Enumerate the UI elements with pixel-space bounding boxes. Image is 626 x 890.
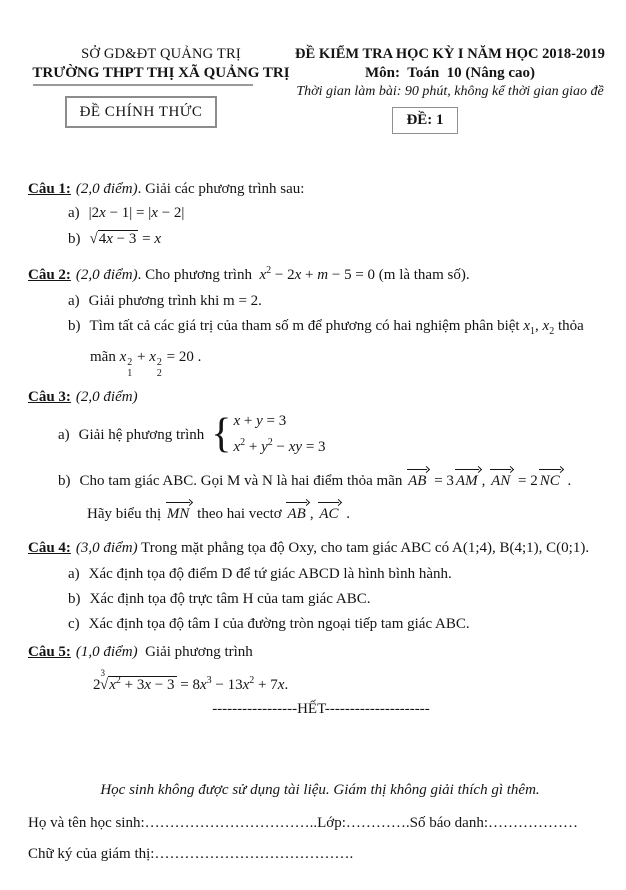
question-2-points: (2,0 điểm)	[75, 267, 138, 283]
duration-line: Thời gian làm bài: 90 phút, không kể thời gian giao đề	[296, 84, 604, 99]
part-label: a)	[68, 205, 80, 221]
exam-code-label: ĐỀ: 1	[406, 112, 444, 128]
part-label: b)	[68, 231, 81, 247]
question-4-label: Câu 4:	[28, 540, 71, 556]
question-2-part-a	[28, 291, 614, 311]
part-text: Giải phương trình khi m = 2.	[88, 293, 262, 309]
question-2-heading	[28, 261, 614, 285]
question-2-part-b	[28, 316, 614, 342]
end-marker: -----------------HẾT---------------------	[212, 701, 430, 717]
question-1-part-a	[28, 203, 614, 223]
header-left	[26, 46, 296, 82]
question-5-heading	[28, 642, 614, 662]
part-label: c)	[68, 616, 80, 632]
footer-note: Học sinh không được sử dụng tài liệu. Giám thị không giải thích gì thêm.	[100, 782, 540, 798]
question-3-points: (2,0 điểm)	[75, 389, 138, 405]
question-4-part-b	[28, 589, 614, 609]
department-name: SỞ GD&ĐT QUẢNG TRỊ	[81, 46, 241, 62]
part-text: Xác định tọa độ điểm D để tứ giác ABCD là hình bình hành.	[88, 566, 452, 582]
part-label: b)	[68, 318, 81, 334]
official-exam-label: ĐỀ CHÍNH THỨC	[79, 103, 203, 120]
formula: √4x − 3 = x	[89, 231, 162, 247]
official-exam-box	[65, 96, 217, 128]
school-name: TRƯỜNG THPT THỊ XÃ QUẢNG TRỊ	[32, 65, 290, 81]
question-2-part-b-cont	[90, 347, 614, 379]
question-4-part-c	[28, 614, 614, 634]
question-1-heading	[28, 179, 614, 199]
proctor-signature-line: Chữ ký của giám thị:………………………………….	[28, 846, 354, 862]
question-5-equation	[93, 670, 614, 695]
system-brace: {	[211, 410, 232, 457]
question-4-heading	[28, 538, 614, 558]
formula: $2^3√x^2 + 3x - 3 = 8x^3 - 13x^2 + 7x$.	[93, 668, 289, 693]
question-1-part-b	[28, 229, 614, 249]
student-name-line: Họ và tên học sinh:……………………………..Lớp:………….Số báo danh:………………	[28, 815, 578, 831]
question-2-intro: . Cho phương trình $x^2 - 2x + m - 5 = 0$ (m là tham số).	[137, 265, 470, 283]
question-4-intro: Trong mặt phẳng tọa độ Oxy, cho tam giác ABC có A(1;4), B(4;1), C(0;1).	[137, 540, 590, 556]
part-label: b)	[68, 591, 81, 607]
exam-footer	[28, 782, 612, 864]
question-5-intro: Giải phương trình	[137, 644, 253, 660]
part-text: Cho tam giác ABC. Gọi M và N là hai điểm thỏa mãn AB = 3 AM , AN = 2 NC .	[80, 473, 572, 489]
system-equation-1: x + y = 3	[233, 413, 287, 429]
question-3-part-b-cont	[87, 501, 614, 524]
exam-code-box	[392, 107, 458, 134]
question-4-part-a	[28, 564, 614, 584]
system-equation-2: $x^2 + y^2$ − xy = 3	[233, 437, 326, 455]
header-right	[282, 46, 618, 100]
part-label: a)	[68, 566, 80, 582]
formula: |2x − 1| = |x − 2|	[88, 205, 185, 221]
exam-body	[28, 179, 614, 719]
question-3-part-b	[28, 468, 614, 491]
equation-system	[211, 411, 325, 458]
part-text: Tìm tất cả các giá trị của tham số m để phương có hai nghiệm phân biệt $x_1$, $x_2$ thỏa	[89, 318, 584, 337]
exam-title: ĐỀ KIỂM TRA HỌC KỲ I NĂM HỌC 2018-2019	[295, 46, 605, 62]
system-prefix: Giải hệ phương trình	[78, 426, 205, 443]
question-3-heading	[28, 387, 614, 407]
part-text: Xác định tọa độ trực tâm H của tam giác ABC.	[89, 591, 371, 607]
part-label: a)	[58, 426, 70, 443]
part-label: b)	[58, 473, 71, 489]
question-1-label: Câu 1:	[28, 181, 71, 197]
part-text: mãn x 2 1 + x 2 2 = 20 .	[90, 349, 202, 379]
question-2-label: Câu 2:	[28, 267, 71, 283]
question-1-intro: . Giải các phương trình sau:	[137, 181, 305, 197]
question-3-label: Câu 3:	[28, 389, 71, 405]
question-5-label: Câu 5:	[28, 644, 71, 660]
part-text: Hãy biểu thị MN theo hai vectơ AB , AC .	[87, 506, 350, 522]
question-3-part-a	[28, 411, 614, 458]
part-text: Xác định tọa độ tâm I của đường tròn ngoại tiếp tam giác ABC.	[88, 616, 470, 632]
subject-line: Môn: Toán 10 (Nâng cao)	[364, 65, 536, 81]
school-underline	[33, 84, 253, 86]
question-1-points: (2,0 điểm)	[75, 181, 138, 197]
question-5-points: (1,0 điểm)	[75, 644, 138, 660]
part-label: a)	[68, 293, 80, 309]
question-4-points: (3,0 điểm)	[75, 540, 138, 556]
